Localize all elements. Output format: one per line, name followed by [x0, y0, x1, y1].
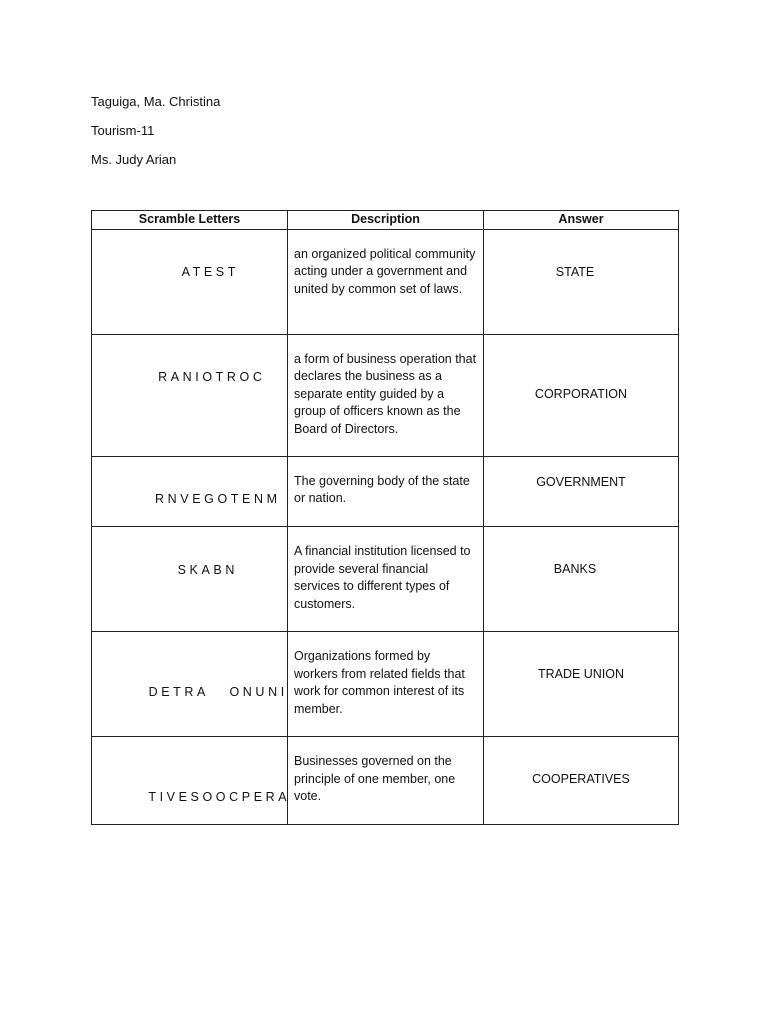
- answer-cell: [484, 334, 679, 456]
- column-header-scramble: Scramble Letters: [92, 211, 288, 230]
- column-header-answer: Answer: [484, 211, 679, 230]
- answer-cell: [484, 456, 679, 527]
- description-cell: A financial institution licensed to provide several financial services to different types of customers.: [288, 527, 484, 632]
- table-row: [92, 737, 679, 825]
- table-row: [92, 456, 679, 527]
- description-cell: Organizations formed by workers from related fields that work for common interest of its member.: [288, 632, 484, 737]
- student-name: Taguiga, Ma. Christina: [91, 94, 221, 109]
- answer-text: TRADE UNION: [537, 667, 625, 681]
- answer-cell: [484, 632, 679, 737]
- scramble-table: [91, 210, 679, 825]
- scramble-cell: [92, 334, 288, 456]
- scramble-letters: RANIOTROC: [158, 370, 266, 384]
- scramble-cell: [92, 737, 291, 825]
- answer-text: GOVERNMENT: [536, 474, 626, 489]
- scramble-cell: [92, 229, 288, 334]
- scramble-cell: [92, 632, 288, 737]
- answer-text: COOPERATIVES: [532, 772, 630, 786]
- student-section: Tourism-11: [91, 123, 155, 138]
- table-header-row: [92, 211, 679, 230]
- scramble-letters: DETRA ONUNI: [148, 684, 288, 699]
- scramble-letters: RNVEGOTENM: [155, 492, 281, 506]
- answer-cell: [484, 737, 679, 825]
- teacher-name: Ms. Judy Arian: [91, 152, 177, 167]
- table-row: [92, 229, 679, 334]
- scramble-letters: TIVESOOCPERA: [148, 789, 291, 804]
- scramble-letters: ATEST: [181, 265, 239, 279]
- scramble-letters: SKABN: [177, 562, 238, 577]
- description-cell: The governing body of the state or nation.: [288, 456, 484, 527]
- column-header-description: Description: [288, 211, 484, 230]
- description-cell: a form of business operation that declares the business as a separate entity guided by a group of officers known as the Board of Directors.: [288, 334, 484, 456]
- table-row: [92, 632, 679, 737]
- answer-text: BANKS: [553, 562, 597, 576]
- description-cell: Businesses governed on the principle of one member, one vote.: [288, 737, 484, 825]
- answer-text: CORPORATION: [534, 386, 628, 401]
- answer-cell: [484, 229, 679, 334]
- scramble-cell: [92, 456, 288, 527]
- answer-cell: [484, 527, 679, 632]
- description-cell: an organized political community acting under a government and united by common set of laws.: [288, 229, 484, 334]
- table-row: [92, 334, 679, 456]
- table-row: [92, 527, 679, 632]
- scramble-cell: [92, 527, 288, 632]
- answer-text: STATE: [555, 264, 595, 279]
